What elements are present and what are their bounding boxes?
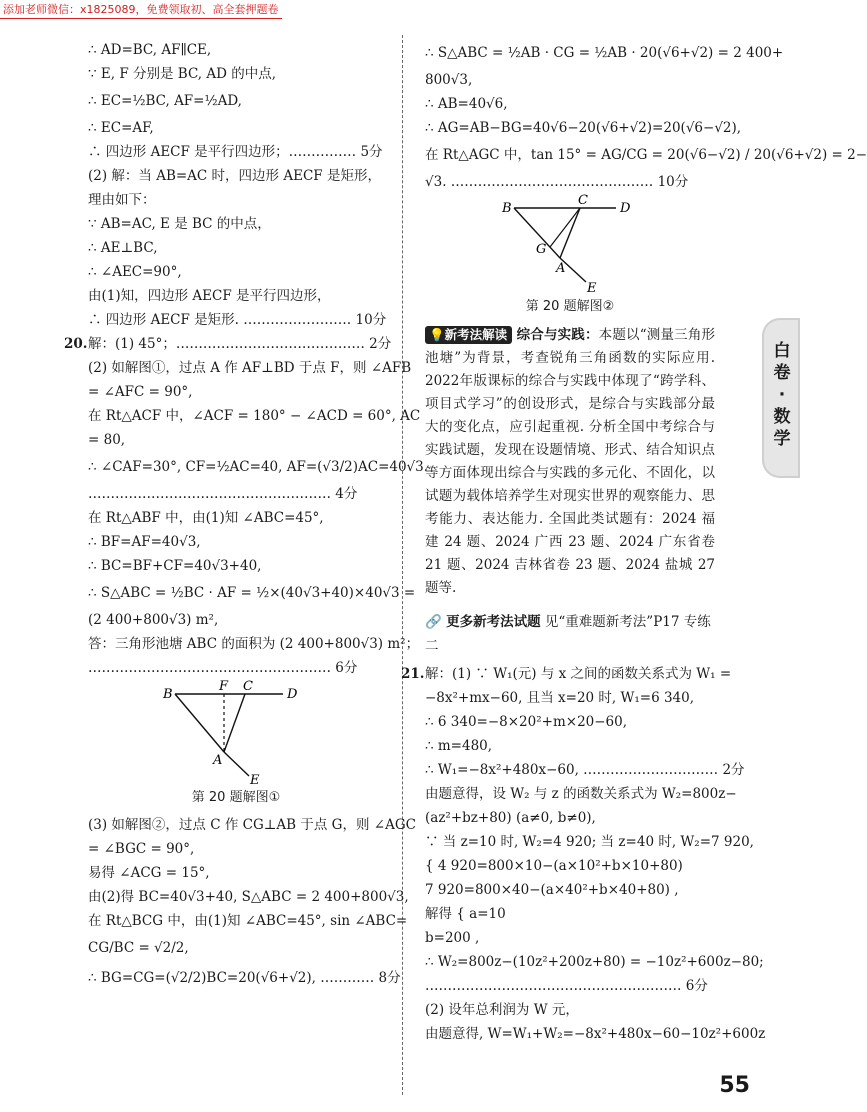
text-line: 在 Rt△ABF 中，由(1)知 ∠ABC=45°,	[88, 510, 324, 526]
text-line: ∴ 四边形 AECF 是矩形. …………………… 10分	[88, 312, 387, 328]
bulb-icon: 💡	[429, 327, 445, 342]
text-line: 由(2)得 BC=40√3+40, S△ABC = 2 400+800√3,	[88, 889, 409, 905]
line-cg	[550, 208, 580, 247]
link-icon: 🔗	[425, 614, 442, 630]
q21-line	[401, 662, 732, 686]
text-line: (3) 如解图②，过点 C 作 CG⊥AB 于点 G，则 ∠AGC	[88, 817, 416, 833]
note-tag	[425, 326, 512, 344]
text-line: ∴ BC=BF+CF=40√3+40,	[88, 558, 262, 574]
line-ae	[224, 752, 249, 776]
text-line: 在 Rt△ACF 中，∠ACF = 180° − ∠ACD = 60°, AC	[88, 408, 421, 424]
text-line: ∴ ∠CAF=30°, CF=½AC=40, AF=(√3/2)AC=40√3.	[88, 459, 429, 475]
label-f: F	[219, 679, 229, 694]
label-b: B	[502, 201, 512, 216]
text-line: ∴ W₁=−8x²+480x−60, ………………………… 2分	[425, 762, 745, 778]
text-line: { 4 920=800×10−(a×10²+b×10+80)	[425, 858, 683, 874]
text-line: 解：(1) 45°；…………………………………… 2分	[88, 336, 392, 352]
label-e: E	[250, 773, 260, 788]
text-line: ∴ EC=AF,	[88, 120, 154, 136]
text-line: CG/BC = √2/2,	[88, 940, 189, 956]
text-line: 答：三角形池塘 ABC 的面积为 (2 400+800√3) m²；	[88, 636, 420, 652]
figure-20-diagram-2	[500, 193, 640, 296]
label-d: D	[287, 687, 298, 702]
text-line: ∴ S△ABC = ½AB · CG = ½AB · 20(√6+√2) = 2 400+	[425, 45, 784, 61]
text-line: ∴ BF=AF=40√3,	[88, 534, 201, 550]
figure-caption: 第 20 题解图①	[191, 790, 281, 805]
text-line: 在 Rt△BCG 中，由(1)知 ∠ABC=45°, sin ∠ABC=	[88, 913, 408, 929]
note-title: 综合与实践：	[516, 327, 599, 343]
text-line: 在 Rt△AGC 中，tan 15° = AG/CG = 20(√6−√2) / 20(√6+√2) = 2−	[425, 147, 867, 163]
line-ca	[560, 208, 580, 258]
text-line: = ∠BGC = 90°,	[88, 841, 195, 857]
text-line: ∵ E, F 分别是 BC, AD 的中点,	[88, 66, 277, 82]
page-number: 55	[719, 1073, 750, 1098]
text-line: (az²+bz+80) (a≠0, b≠0),	[425, 810, 596, 826]
label-c: C	[243, 679, 253, 694]
text-line: ∴ EC=½BC, AF=½AD,	[88, 93, 242, 109]
text-line: b=200 ,	[425, 930, 480, 946]
column-divider	[402, 35, 403, 1095]
more-ref: 见“重难题新考法”P17 专练二	[425, 614, 711, 654]
label-a: A	[213, 753, 223, 768]
text-line: ∵ 当 z=10 时, W₂=4 920; 当 z=40 时, W₂=7 920,	[425, 834, 754, 850]
line-ca	[224, 694, 245, 752]
label-e: E	[587, 281, 597, 296]
text-line: ∴ m=480,	[425, 738, 493, 754]
text-line: (2) 解：当 AB=AC 时，四边形 AECF 是矩形，	[88, 168, 381, 184]
figure-caption: 第 20 题解图②	[525, 299, 615, 314]
text-line: ∴ S△ABC = ½BC · AF = ½×(40√3+40)×40√3 =	[88, 585, 416, 601]
new-method-note	[425, 324, 715, 600]
text-line: ∵ AB=AC, E 是 BC 的中点，	[88, 216, 271, 232]
text-line: ∴ 6 340=−8×20²+m×20−60,	[425, 714, 628, 730]
side-tab	[762, 318, 800, 478]
text-line: √3. ……………………………………… 10分	[425, 174, 689, 190]
text-line: ∴ AB=40√6,	[425, 96, 508, 112]
text-line: ∴ W₂=800z−(10z²+200z+80) = −10z²+600z−80;	[425, 954, 764, 970]
text-line: (2) 如解图①，过点 A 作 AF⊥BD 于点 F，则 ∠AFB	[88, 360, 412, 376]
text-line: 解：(1) ∵ W₁(元) 与 x 之间的函数关系式为 W₁ =	[425, 666, 732, 682]
text-line: 由题意得，设 W₂ 与 z 的函数关系式为 W₂=800z−	[425, 786, 737, 802]
text-line: −8x²+mx−60, 且当 x=20 时, W₁=6 340,	[425, 690, 695, 706]
text-line: 7 920=800×40−(a×40²+b×40+80) ,	[425, 882, 679, 898]
more-questions	[425, 610, 715, 658]
question-number: 20.	[64, 336, 88, 352]
note-tag-label: 新考法解读	[444, 327, 508, 342]
label-b: B	[163, 687, 173, 702]
text-line: ∴ ∠AEC=90°,	[88, 264, 182, 280]
text-line: 由题意得, W=W₁+W₂=−8x²+480x−60−10z²+600z	[425, 1026, 766, 1042]
text-line: 解得 { a=10	[425, 906, 506, 922]
text-line: ∴ AG=AB−BG=40√6−20(√6+√2)=20(√6−√2),	[425, 120, 742, 136]
text-line: ∴ 四边形 AECF 是平行四边形；…………… 5分	[88, 144, 383, 160]
text-line: = 80,	[88, 432, 126, 448]
label-c: C	[578, 193, 588, 208]
line-ba	[175, 694, 224, 752]
text-line: (2 400+800√3) m²,	[88, 612, 219, 628]
note-text: 本题以“测量三角形池塘”为背景，考查锐角三角函数的实际应用. 2022年版课标的综合与实践中体现了“跨学科、项目式学习”的创设形式，是综合与实践部分最大的变化点，应引起重视. 分析全国中考综合与实践试题，发现在设题情境、形式、结合知识点等方面体现出综合与实践的多元化、不固化，以试题为载体培养学生对现实世界的观察能力、思考能力、表达能力. 全国此类试题有：2024 福建 24 题、2024 广西 23 题、2024 广东省卷 21 题、2024 吉林省卷 23 题、2024 盐城 27 题等.	[425, 327, 716, 596]
question-number: 21.	[401, 666, 425, 682]
top-note: 添加老师微信：x1825089，免费领取初、高全套押题卷	[0, 0, 282, 19]
text-line: 理由如下：	[88, 192, 156, 208]
text-line: ……………………………………………… 6分	[88, 660, 358, 676]
label-g: G	[536, 242, 547, 257]
more-title: 更多新考法试题	[446, 614, 541, 630]
text-line: 由(1)知，四边形 AECF 是平行四边形，	[88, 288, 331, 304]
text-line: ……………………………………………… 4分	[88, 486, 358, 502]
text-line: 易得 ∠ACG = 15°,	[88, 865, 210, 881]
label-a: A	[556, 261, 566, 276]
text-line: (2) 设年总利润为 W 元，	[425, 1002, 579, 1018]
q20-line	[64, 332, 392, 356]
text-line: = ∠AFC = 90°,	[88, 384, 193, 400]
side-tab-label: 白卷·数学	[773, 341, 791, 449]
text-line: ∴ AD=BC, AF∥CE,	[88, 42, 212, 58]
text-line: ∴ AE⊥BC,	[88, 240, 158, 256]
text-line: ∴ BG=CG=(√2/2)BC=20(√6+√2), ………… 8分	[88, 970, 401, 986]
text-line: ………………………………………………… 6分	[425, 978, 708, 994]
label-d: D	[620, 201, 631, 216]
text-line: 800√3,	[425, 72, 473, 88]
figure-20-diagram-1	[161, 679, 311, 788]
